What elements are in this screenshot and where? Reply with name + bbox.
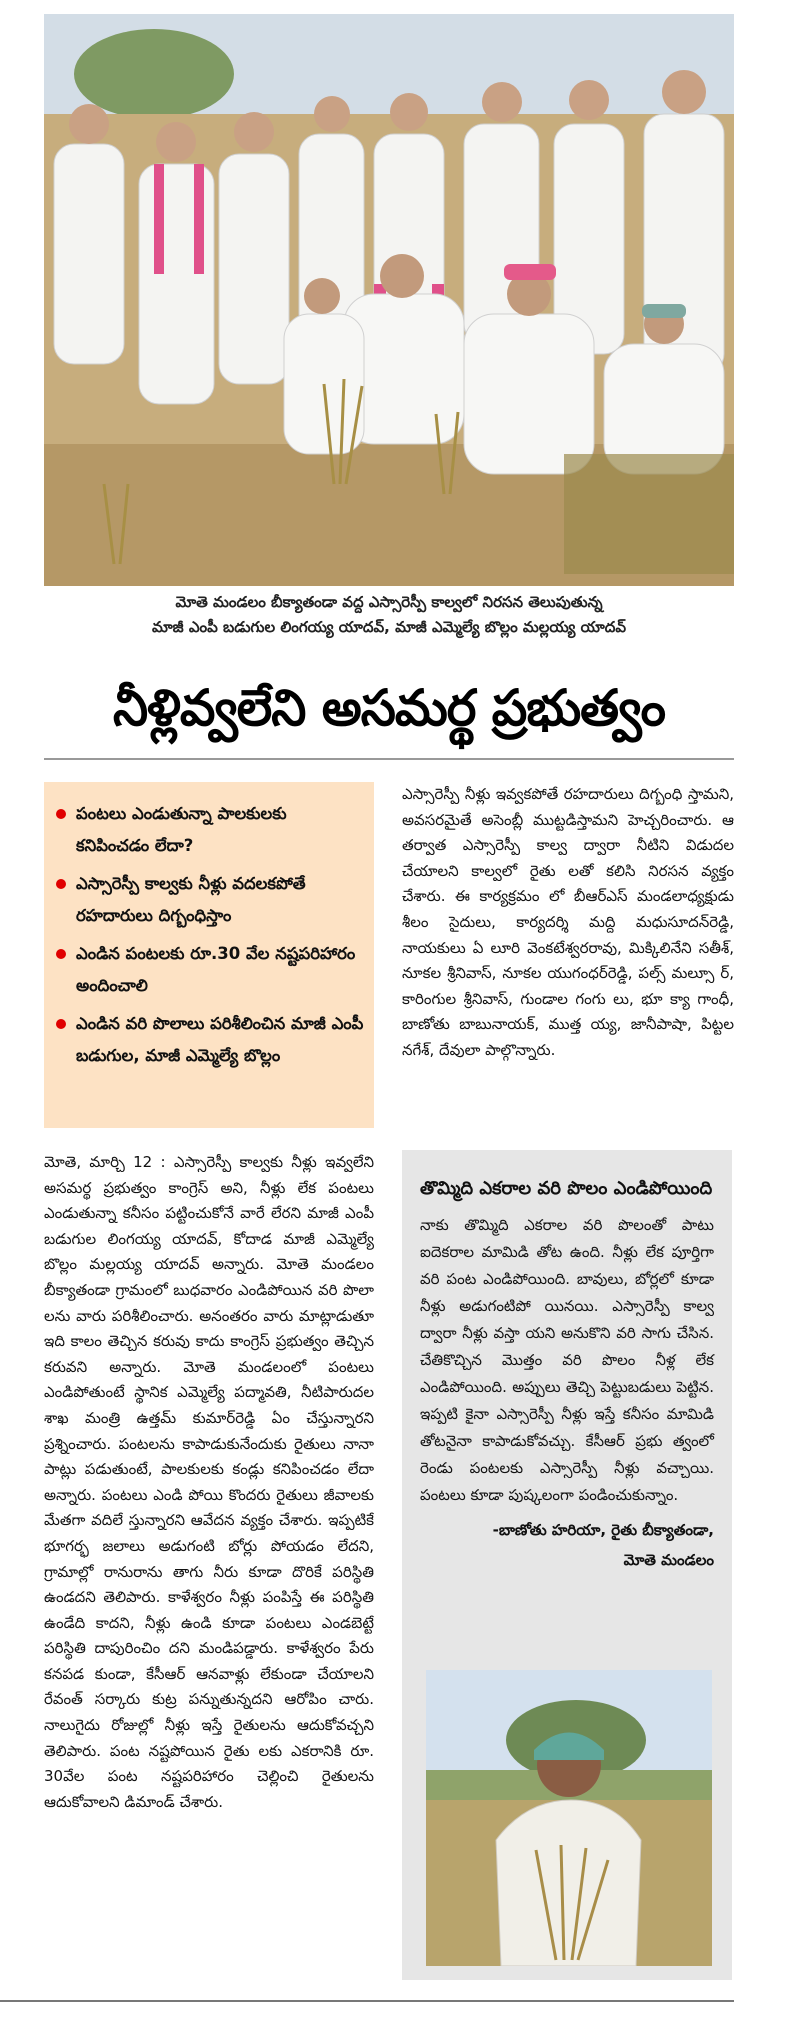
farmer-photo-illustration — [426, 1670, 712, 1966]
article-continuation: ఎస్సారెస్పీ నీళ్లు ఇవ్వకపోతే రహదారులు దిగ్బంధి స్తామని, అవసరమైతే అసెంబ్లీ ముట్టడిస్తామని హెచ్చరించారు. ఆ తర్వాత ఎస్సారెస్పీ కాల్వ ద్వారా నీటిని విడుదల చేయాలని కాల్వలో రైతు లతో కలిసి నిరసన వ్యక్తం చేశారు. ఈ కార్యక్రమం లో బీఆర్‌ఎస్ మండలాధ్యక్షుడు శీలం సైదులు, కార్యదర్శి మద్ది మధుసూదన్‌రెడ్డి, నాయకులు ఏ లూరి వెంకటేశ్వరరావు, మిక్కిలినేని సతీశ్, నూకల శ్రీనివాస్, నూకల యుగంధర్‌రెడ్డి, పల్స్ మల్సూ ర్, కారింగుల శ్రీనివాస్, గుండాల గంగు లు, భూ క్యా గాంధీ, బాణోతు బాబునాయక్, ముత్త య్య, జానీపాషా, పిట్టల నగేశ్, దేవులా పాల్గొన్నారు. — [402, 785, 734, 1059]
bullet-icon — [56, 1019, 66, 1029]
farmer-photo — [426, 1670, 712, 1966]
article-body: మోతె, మార్చి 12 : ఎస్సారెస్పీ కాల్వకు నీళ్లు ఇవ్వలేని అసమర్థ ప్రభుత్వం కాంగ్రెస్ అని, నీళ్లు లేక పంటలు ఎండుతున్నా కనీసం పట్టించుకోనే వారే లేరని మాజీ ఎంపీ బడుగుల లింగయ్య యాదవ్, కోదాడ మాజీ ఎమ్మెల్యే బొల్లం మల్లయ్య యాదవ్ అన్నారు. మోతె మండలం బీక్యాతండా గ్రామంలో బుధవారం ఎండిపోయిన వరి పొలా లను వారు పరిశీలించారు. అనంతరం వారు మాట్లాడుతూ ఇది కాలం తెచ్చిన కరువు కాదు కాంగ్రెస్ ప్రభుత్వం తెచ్చిన కరువని అన్నారు. మోతె మండలంలో పంటలు ఎండిపోతుంటే స్థానిక ఎమ్మెల్యే పద్మావతి, నీటిపారుదల శాఖ మంత్రి ఉత్తమ్ కుమార్‌రెడ్డి ఏం చేస్తున్నారని ప్రశ్నించారు. పంటలను కాపాడుకునేందుకు రైతులు నానా పాట్లు పడుతుంటే, పాలకులకు కండ్లు కనిపించడం లేదా అన్నారు. పంటలు ఎండి పోయి కొందరు రైతులు జీవాలకు మేతగా వదిలే స్తున్నారని ఆవేదన వ్యక్తం చేశారు. ఇప్పటికే భూగర్భ జలాలు అడుగంటి బోర్లు పోయడం లేదని, గ్రామాల్లో రానురాను తాగు నీరు కూడా దొరికే పరిస్థితి ఉండదని తెలిపారు. కాళేశ్వరం నీళ్లు పంపిస్తే ఈ పరిస్థితి ఉండేది కాదని, నీళ్లు ఉండి కూడా పంటలు ఎండబెట్టే పరిస్థితి దాపురించిం దని మండిపడ్డారు. కాళేశ్వరం పేరు కనపడ కుండా, కేసీఆర్ ఆనవాళ్లు లేకుండా చేయాలని రేవంత్ సర్కారు కుట్ర పన్నుతున్నదని ఆరోపిం చారు. నాలుగైదు రోజుల్లో నీళ్లు ఇస్తే రైతులను ఆదుకోవచ్చని తెలిపారు. పంట నష్టపోయిన రైతు లకు ఎకరానికి రూ. 30వేల పంట నష్టపరిహారం చెల్లించి రైతులను ఆదుకోవాలని డిమాండ్ చేశారు. — [44, 1153, 374, 1811]
quote-title: తొమ్మిది ఎకరాల వరి పొలం ఎండిపోయింది — [420, 1178, 713, 1199]
headline: నీళ్లివ్వలేని అసమర్థ ప్రభుత్వం — [113, 679, 665, 737]
highlight-item: పంటలు ఎండుతున్నా పాలకులకు కనిపించడం లేదా? — [56, 798, 364, 862]
page-bottom-rule — [0, 2000, 734, 2002]
quote-body: నాకు తొమ్మిది ఎకరాల వరి పొలంతో పాటు ఐదెకరాల మామిడి తోట ఉంది. నీళ్లు లేక పూర్తిగా వరి పంట ఎండిపోయింది. బావులు, బోర్లలో కూడా నీళ్లు అడుగంటిపో యినయి. ఎస్సారెస్పీ కాల్వ ద్వారా నీళ్లు వస్తా యని అనుకొని వరి సాగు చేసిన. చేతికొచ్చిన మొత్తం వరి పొలం నీళ్ల లేక ఎండిపోయింది. అప్పులు తెచ్చి పెట్టుబడులు పెట్టిన. ఇప్పటి కైనా ఎస్సారెస్పీ నీళ్లు ఇస్తే కనీసం మామిడి తోటనైనా కాపాడుకోవచ్చు. కేసీఆర్ ప్రభు త్వంలో రెండు పంటలకు ఎస్సారెస్పీ నీళ్లు వచ్చాయి. పంటలు కూడా పుష్కలంగా పండించుకున్నాం. — [420, 1216, 714, 1504]
photo-caption — [44, 590, 734, 640]
group-photo-illustration — [44, 14, 734, 586]
quote-attribution: -బాణోతు హరియా, రైతు బీక్యాతండా, మోతె మండలం — [492, 1521, 714, 1569]
highlight-item: ఎండిన వరి పొలాలు పరిశీలించిన మాజీ ఎంపీ బడుగుల, మాజీ ఎమ్మెల్యే బొల్లం — [56, 1008, 364, 1072]
caption-line-1: మోతె మండలం బీక్యాతండా వద్ద ఎస్సారెస్పీ కాల్వలో నిరసన తెలుపుతున్న — [175, 593, 603, 611]
bullet-icon — [56, 879, 66, 889]
top-news-photo — [44, 14, 734, 586]
caption-line-2: మాజీ ఎంపీ బడుగుల లింగయ్య యాదవ్, మాజీ ఎమ్మెల్యే బొల్లం మల్లయ్య యాదవ్ — [151, 618, 626, 636]
bullet-icon — [56, 809, 66, 819]
highlight-item: ఎస్సారెస్పీ కాల్వకు నీళ్లు వదలకపోతే రహదారులు దిగ్బంధిస్తాం — [56, 868, 364, 932]
bullet-icon — [56, 949, 66, 959]
headline-divider — [44, 758, 734, 760]
highlights-box — [44, 782, 374, 1128]
highlight-item: ఎండిన పంటలకు రూ.30 వేల నష్టపరిహారం అందించాలి — [56, 938, 364, 1002]
